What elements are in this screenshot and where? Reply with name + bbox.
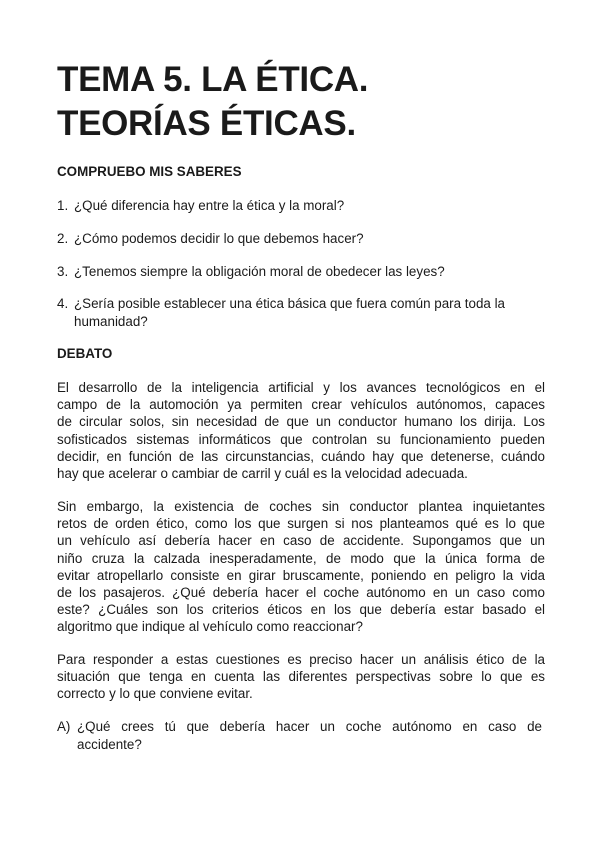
paragraph-line: retos de orden ético, como los que surgen si nos planteamos qué es lo que: [57, 516, 545, 532]
paragraph-line: sofisticados sistemas informáticos que controlan su funcionamiento pueden: [57, 431, 545, 447]
question-text: ¿Qué crees tú que debería hacer un coche autónomo en caso de: [77, 719, 542, 734]
paragraph-line: de los pasajeros. ¿Qué debería hacer el coche autónomo en un caso como: [57, 585, 545, 601]
paragraph-line: evitar atropellarlo consiste en girar bruscamente, poniendo en peligro la vida: [57, 567, 545, 583]
paragraph-line: un vehículo así debería hacer en caso de accidente. Supongamos que un: [57, 533, 545, 549]
paragraph-line: correcto y lo que conviene evitar.: [57, 686, 253, 702]
title-line-2: TEORÍAS ÉTICAS.: [57, 104, 356, 143]
paragraph-line: hay que acelerar o cambiar de carril y cuál es la velocidad adecuada.: [57, 466, 468, 482]
question-text-continued: accidente?: [77, 736, 142, 752]
question-number: 2.: [57, 231, 69, 246]
section-heading-comprubeo: COMPRUEBO MIS SABERES: [57, 164, 242, 179]
section-heading-debato: DEBATO: [57, 346, 113, 361]
question-number: 3.: [57, 264, 69, 279]
question-3: [57, 263, 545, 281]
question-text: ¿Sería posible establecer una ética básica que fuera común para toda la: [74, 296, 505, 311]
paragraph-line: El desarrollo de la inteligencia artificial y los avances tecnológicos en el: [57, 380, 545, 395]
question-4: [57, 295, 547, 330]
paragraph-2: [57, 498, 545, 636]
question-number: 1.: [57, 198, 69, 213]
title-line-1: TEMA 5. LA ÉTICA.: [57, 60, 369, 99]
paragraph-1: [57, 379, 545, 482]
question-text: ¿Tenemos siempre la obligación moral de obedecer las leyes?: [74, 264, 445, 279]
question-text: ¿Cómo podemos decidir lo que debemos hacer?: [74, 231, 364, 246]
paragraph-line: niño cruza la calzada inesperadamente, de modo que la única forma de: [57, 550, 545, 566]
question-a: [57, 718, 545, 753]
paragraph-3: [57, 651, 545, 703]
paragraph-line: algoritmo que indique al vehículo como reaccionar?: [57, 619, 363, 635]
paragraph-line: Para responder a estas cuestiones es preciso hacer un análisis ético de la: [57, 652, 545, 667]
paragraph-line: decidir, en función de las circunstancias, cuándo hay que detenerse, cuándo: [57, 448, 545, 464]
question-2: [57, 230, 545, 248]
question-text-continued: humanidad?: [74, 313, 148, 329]
paragraph-line: Sin embargo, la existencia de coches sin conductor plantea inquietantes: [57, 499, 545, 514]
question-label: A): [57, 719, 71, 734]
paragraph-line: campo de la automoción ya permiten crear vehículos autónomos, capaces: [57, 397, 545, 413]
page-title: [57, 58, 557, 146]
paragraph-line: situación que tenga en cuenta las diferentes perspectivas sobre lo que es: [57, 669, 545, 685]
paragraph-line: de circular solos, sin necesidad de que un conductor humano los dirija. Los: [57, 414, 545, 430]
question-text: ¿Qué diferencia hay entre la ética y la moral?: [74, 198, 345, 213]
paragraph-line: este? ¿Cuáles son los criterios éticos en los que debería estar basado el: [57, 602, 545, 618]
question-1: [57, 197, 545, 215]
question-number: 4.: [57, 296, 69, 311]
